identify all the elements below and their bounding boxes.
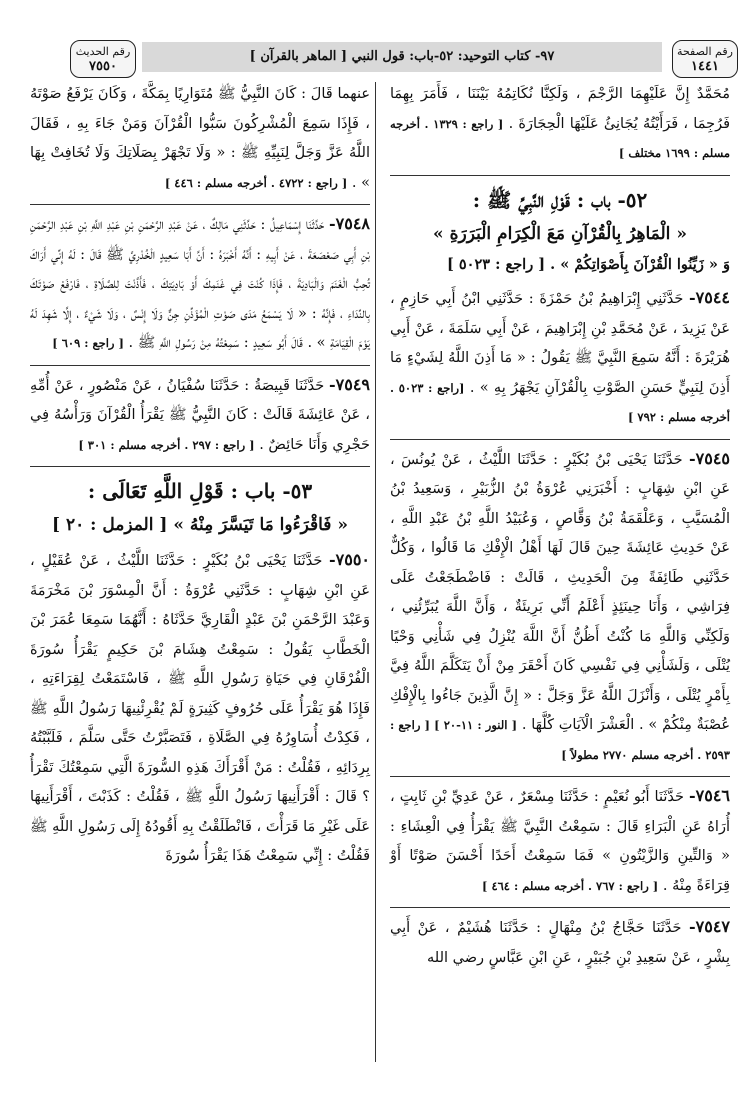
divider	[30, 466, 370, 467]
reference: [ راجع : ٦٠٩ ]	[52, 336, 124, 350]
divider	[390, 907, 730, 908]
reference: [ راجع : ١٣٢٩ . أخرجه مسلم : ١٦٩٩ مختلف ]	[390, 116, 730, 160]
divider	[390, 175, 730, 176]
continued-body: عنهما قَالَ : كَانَ النَّبِيُّ ﷺ مُتَوَارِيًا بِمَكَّةَ ، وَكَانَ يَرْفَعُ صَوْتَهُ ، فَإِذَا سَمِعَ الْمُشْرِكُونَ سَبُّوا الْقُرْآنَ وَمَنْ جَاءَ بِهِ ، فَقَالَ اللَّهُ عَزَّ وَجَلَّ لِنَبِيِّهِ ﷺ : « وَلَا تَجْهَرْ بِصَلَاتِكَ وَلَا تُخَافِتْ بِهَا » .	[30, 86, 370, 191]
hadith-body: حَدَّثَنِي إِبْرَاهِيمُ بْنُ حَمْزَةَ : حَدَّثَنِي ابْنُ أَبِي حَازِمٍ ، عَنْ يَزِيدَ ، عَنْ مُحَمَّدِ بْنِ إِبْرَاهِيمَ ، عَنْ أَبِي سَلَمَةَ ، عَنْ أَبِي هُرَيْرَةَ : أَنَّهُ سَمِعَ النَّبِيَّ ﷺ يَقُولُ : « مَا أَذِنَ اللَّهُ لِشَيْءٍ مَا أَذِنَ لِنَبِيٍّ حَسَنِ الصَّوْتِ بِالْقُرْآنِ يَجْهَرُ بِهِ » .	[390, 291, 731, 396]
hadith-number-box	[70, 40, 136, 78]
hadith-body: حَدَّثَنَا أَبُو نُعَيْمٍ : حَدَّثَنَا مِسْعَرٌ ، عَنْ عَدِيِّ بْنِ ثَابِتٍ ، أُرَاهُ عَنِ الْبَرَاءِ قَالَ : سَمِعْتُ النَّبِيَّ ﷺ يَقْرَأُ فِي الْعِشَاءِ : « وَالتِّينِ وَالزَّيْتُونِ » فَمَا سَمِعْتُ أَحَدًا أَحْسَنَ صَوْتًا أَوْ قِرَاءَةً مِنْهُ .	[390, 789, 730, 894]
reference: [ النور : ١١-٢٠ ] [ راجع : ٢٥٩٣ . أخرجه مسلم ٢٧٧٠ مطولاً ]	[390, 718, 730, 762]
chapter-subtitle: « الْمَاهِرُ بِالْقُرْآنِ مَعَ الْكِرَامِ الْبَرَرَةِ »	[433, 223, 687, 244]
hadith-7545	[390, 444, 730, 771]
hadith-number-label: رقم الحديث	[75, 45, 131, 58]
hadith-7546	[390, 781, 730, 901]
right-column	[390, 80, 730, 1065]
divider	[30, 204, 370, 205]
hadith-body: حَدَّثَنَا حَجَّاجُ بْنُ مِنْهَالٍ : حَدَّثَنَا هُشَيْمٌ ، عَنْ أَبِي بِشْرٍ ، عَنْ سَعِيدِ بْنِ جُبَيْرٍ ، عَنِ ابْنِ عَبَّاسٍ رضي الله	[390, 920, 730, 966]
column-divider	[375, 82, 376, 1062]
reference: [ راجع : ٤٧٢٢ . أخرجه مسلم : ٤٤٦ ]	[164, 175, 348, 190]
hadith-7548	[30, 209, 370, 359]
hadith-7549	[30, 370, 370, 461]
hadith-number-7544: ٧٥٤٤-	[688, 288, 730, 307]
hadith-number-7548: ٧٥٤٨-	[328, 214, 370, 233]
hadith-body: حَدَّثَنَا يَحْيَى بْنُ بُكَيْرٍ : حَدَّثَنَا اللَّيْثُ ، عَنْ يُونُسَ ، عَنِ ابْنِ شِهَابٍ : أَخْبَرَنِي عُرْوَةُ بْنُ الزُّبَيْرِ ، وَسَعِيدُ بْنُ الْمُسَيَّبِ ، وَعَلْقَمَةُ بْنُ وَقَّاصٍ ، وَعُبَيْدُ اللَّهِ بْنُ عَبْدِ اللَّهِ ، عَنْ حَدِيثِ عَائِشَةَ حِينَ قَالَ لَهَا أَهْلُ الْإِفْكِ مَا قَالُوا ، وَكُلٌّ حَدَّثَنِي طَائِفَةً مِنَ الْحَدِيثِ ، قَالَتْ : فَاضْطَجَعْتُ عَلَى فِرَاشِي ، وَأَنَا حِينَئِذٍ أَعْلَمُ أَنِّي بَرِيئَةٌ ، وَأَنَّ اللَّهَ يُبَرِّئُنِي ، وَلَكِنِّي وَاللَّهِ مَا كُنْتُ أَظُنُّ أَنَّ اللَّهَ يُنْزِلُ فِي شَأْنِي وَحْيًا يُتْلَى ، وَلَشَأْنِي فِي نَفْسِي كَانَ أَحْقَرَ مِنْ أَنْ يَتَكَلَّمَ اللَّهُ فِيَّ بِأَمْرٍ يُتْلَى ، وَأَنْزَلَ اللَّهُ عَزَّ وَجَلَّ : « إِنَّ الَّذِينَ جَاءُوا بِالْإِفْكِ عُصْبَةٌ مِنْكُمْ » . الْعَشْرَ الْآيَاتِ كُلَّهَا .	[390, 451, 730, 733]
reference: [ راجع : ٧٦٧ . أخرجه مسلم : ٤٦٤ ]	[481, 878, 659, 893]
page-number: ١٤٤١	[691, 59, 719, 74]
hadith-number-7549: ٧٥٤٩-	[329, 374, 371, 394]
hadith-body: حَدَّثَنَا إِسْمَاعِيلُ : حَدَّثَنِي مَالِكٌ ، عَنْ عَبْدِ الرَّحْمَنِ بْنِ عَبْدِ اللَّهِ بْنِ عَبْدِ الرَّحْمَنِ بْنِ أَبِي صَعْصَعَةَ ، عَنْ أَبِيهِ : أَنَّهُ أَخْبَرَهُ : أَنَّ أَبَا سَعِيدٍ الْخُدْرِيَّ ﷺ قَالَ : لَهُ إِنِّي أَرَاكَ تُحِبُّ الْغَنَمَ وَالْبَادِيَةَ ، فَإِذَا كُنْتَ فِي غَنَمِكَ أَوْ بَادِيَتِكَ ، فَأَذَّنْتَ لِلصَّلَاةِ ، فَارْفَعْ صَوْتَكَ بِالنِّدَاءِ ، فَإِنَّهُ : « لَا يَسْمَعُ مَدَى صَوْتِ الْمُؤَذِّنِ جِنٌّ وَلَا إِنْسٌ ، وَلَا شَيْءٌ ، إِلَّا شَهِدَ لَهُ يَوْمَ الْقِيَامَةِ » . قَالَ أَبُو سَعِيدٍ : سَمِعْتُهُ مِنْ رَسُولِ اللَّهِ ﷺ .	[30, 217, 370, 351]
page-header-title: ٩٧- كتاب التوحيد: ٥٢-باب: قول النبي [ الماهر بالقرآن ]	[142, 42, 662, 72]
reference: [راجع : ٥٠٢٣ . أخرجه مسلم : ٧٩٢ ]	[390, 380, 730, 424]
chapter-title: ٥٣- باب : قَوْلِ اللَّهِ تَعَالَى :	[87, 479, 313, 503]
divider	[30, 365, 370, 366]
divider	[390, 776, 730, 777]
hadith-number-7546: ٧٥٤٦-	[688, 786, 730, 805]
hadith-number-7545: ٧٥٤٥-	[688, 448, 730, 468]
hadith-number-7547: ٧٥٤٧-	[689, 917, 731, 936]
hadith-7547	[390, 912, 730, 973]
hadith-number-7550: ٧٥٥٠-	[329, 550, 371, 569]
chapter-subtitle: « فَاقْرَءُوا مَا تَيَسَّرَ مِنْهُ » [ المزمل : ٢٠ ]	[52, 515, 348, 535]
left-column	[30, 80, 370, 1065]
hadith-7544	[390, 283, 730, 433]
continued-text	[30, 80, 370, 198]
page-number-box	[672, 40, 738, 78]
chapter-title: ٥٢- باب : قَوْلِ النَّبِيِّ ﷺ :	[472, 187, 648, 212]
chapter-verse: وَ « زَيِّنُوا الْقُرْآنَ بِأَصْوَاتِكُمْ » . [ راجع : ٥٠٢٣ ]	[446, 255, 730, 273]
hadith-body: حَدَّثَنَا يَحْيَى بْنُ بُكَيْرٍ : حَدَّثَنَا اللَّيْثُ ، عَنْ عُقَيْلٍ ، عَنِ ابْنِ شِهَابٍ : حَدَّثَنِي عُرْوَةُ : أَنَّ الْمِسْوَرَ بْنَ مَخْرَمَةَ وَعَبْدَ الرَّحْمَنِ بْنَ عَبْدٍ الْقَارِيَّ حَدَّثَاهُ : أَنَّهُمَا سَمِعَا عُمَرَ بْنَ الْخَطَّابِ يَقُولُ : سَمِعْتُ هِشَامَ بْنَ حَكِيمٍ يَقْرَأُ سُورَةَ الْفُرْقَانِ فِي حَيَاةِ رَسُولِ اللَّهِ ﷺ ، فَاسْتَمَعْتُ لِقِرَاءَتِهِ ، فَإِذَا هُوَ يَقْرَأُ عَلَى حُرُوفٍ كَثِيرَةٍ لَمْ يُقْرِئْنِيهَا رَسُولُ اللَّهِ ﷺ ، فَكِدْتُ أُسَاوِرُهُ فِي الصَّلَاةِ ، فَتَصَبَّرْتُ حَتَّى سَلَّمَ ، فَلَبَّبْتُهُ بِرِدَائِهِ ، فَقُلْتُ : مَنْ أَقْرَأَكَ هَذِهِ السُّورَةَ الَّتِي سَمِعْتُكَ تَقْرَأُ ؟ قَالَ : أَقْرَأَنِيهَا رَسُولُ اللَّهِ ﷺ ، فَقُلْتُ : كَذَبْتَ ، أَقْرَأَنِيهَا عَلَى غَيْرِ مَا قَرَأْتَ ، فَانْطَلَقْتُ بِهِ أَقُودُهُ إِلَى رَسُولِ اللَّهِ ﷺ فَقُلْتُ : إِنِّي سَمِعْتُ هَذَا يَقْرَأُ سُورَةَ	[30, 553, 370, 864]
page-number-label: رقم الصفحة	[677, 45, 733, 58]
hadith-body: حَدَّثَنَا قَبِيصَةُ : حَدَّثَنَا سُفْيَانُ ، عَنْ مَنْصُورٍ ، عَنْ أُمِّهِ ، عَنْ عَائِشَةَ قَالَتْ : كَانَ النَّبِيُّ ﷺ يَقْرَأُ الْقُرْآنَ وَرَأْسُهُ فِي حَجْرِي وَأَنَا حَائِضٌ .	[30, 377, 370, 453]
hadith-7550	[30, 545, 370, 872]
continued-body: مُحَمَّدٌ إِنَّ عَلَيْهِمَا الرَّجْمَ ، وَلَكِنَّا نُكَاتِمُهُ بَيْنَنَا ، فَأَمَرَ بِهِمَا فَرُجِمَا ، فَرَأَيْتُهُ يُجَانِئُ عَلَيْهَا الْحِجَارَةَ .	[390, 86, 730, 132]
reference: [ راجع : ٢٩٧ . أخرجه مسلم : ٣٠١ ]	[78, 437, 255, 452]
continued-text	[390, 80, 730, 169]
divider	[390, 439, 730, 440]
hadith-number: ٧٥٥٠	[89, 59, 117, 74]
